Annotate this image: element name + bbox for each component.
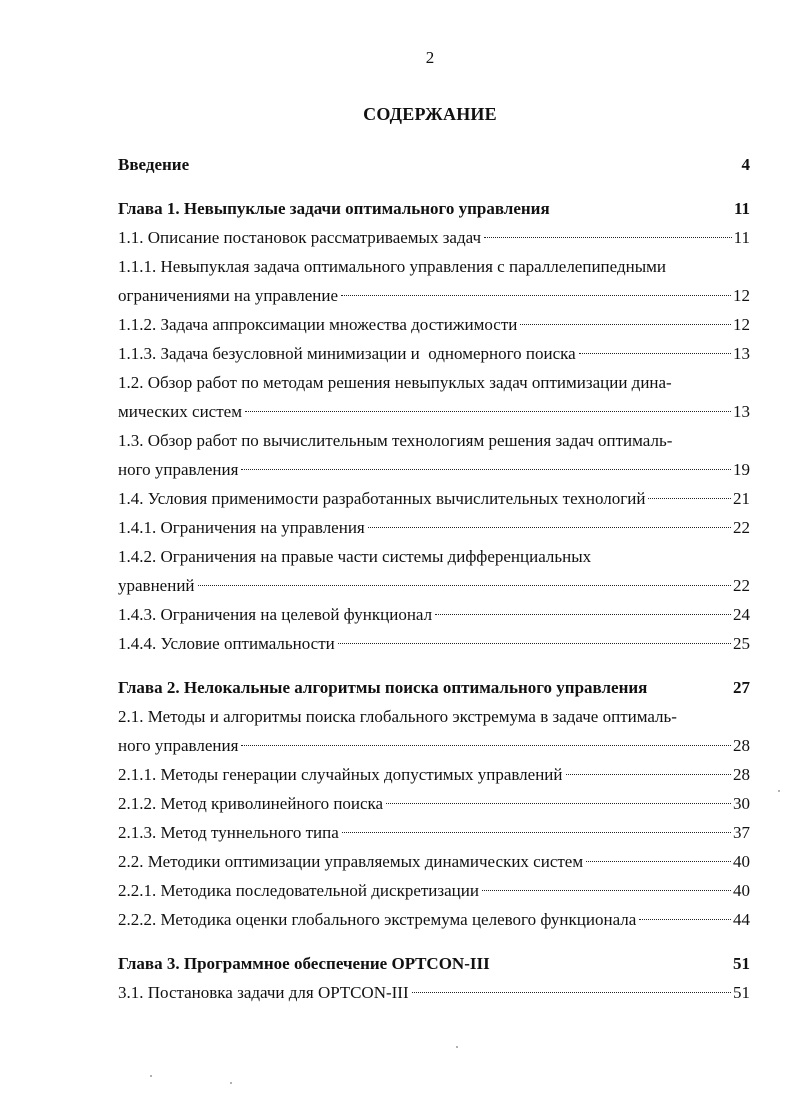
toc-entry-page: 40 [733, 881, 750, 900]
toc-entry [118, 847, 750, 876]
scan-speck [456, 1046, 458, 1048]
dot-leader [338, 643, 731, 644]
dot-leader [386, 803, 731, 804]
toc-entry-page: 21 [733, 489, 750, 508]
toc-entry [118, 339, 750, 368]
toc-entry-page: 37 [733, 823, 750, 842]
toc-entry [118, 789, 750, 818]
toc-entry-title: 1.4.4. Условие оптимальности [118, 634, 335, 653]
toc-entry-title: 2.2.2. Методика оценки глобального экстремума целевого функционала [118, 910, 637, 929]
toc-entry-title-line1: 2.1. Методы и алгоритмы поиска глобального экстремума в задаче оптималь- [118, 707, 677, 726]
toc-chapter-page: 11 [733, 199, 750, 218]
page-title: СОДЕРЖАНИЕ [363, 104, 497, 124]
toc-entry-title-line2: ограничениями на управление [118, 286, 339, 305]
scan-speck [230, 1082, 232, 1084]
toc-entry-title: 1.4.1. Ограничения на управления [118, 518, 365, 537]
toc-entry-title-line1: 1.3. Обзор работ по вычислительным технологиям решения задач оптималь- [118, 431, 673, 450]
toc-entry [118, 629, 750, 658]
toc-entry [118, 760, 750, 789]
toc-entry [118, 223, 750, 252]
toc-entry-page: 13 [733, 402, 750, 421]
toc-entry-title: 2.1.2. Метод криволинейного поиска [118, 794, 384, 813]
toc-entry-title-line1: 1.1.1. Невыпуклая задача оптимального управления с параллелепипедными [118, 257, 666, 276]
toc-entry-title: 2.2. Методики оптимизации управляемых динамических систем [118, 852, 584, 871]
table-of-contents [118, 150, 750, 1007]
toc-chapter-title: Глава 3. Программное обеспечение OPTCON-III [118, 954, 490, 973]
toc-entry-page: 40 [733, 852, 750, 871]
toc-entry-title: 2.2.1. Методика последовательной дискретизации [118, 881, 479, 900]
dot-leader [198, 585, 731, 586]
toc-entry [118, 818, 750, 847]
toc-entry-page: 24 [733, 605, 750, 624]
toc-entry-title: 1.1.2. Задача аппроксимации множества достижимости [118, 315, 518, 334]
dot-leader [341, 295, 731, 296]
toc-chapter-page: 4 [741, 155, 750, 174]
toc-entry-page: 11 [733, 228, 750, 247]
toc-entry-page: 51 [733, 983, 750, 1002]
dot-leader [586, 861, 731, 862]
toc-entry-page: 22 [733, 518, 750, 537]
toc-entry [118, 513, 750, 542]
toc-entry [118, 368, 750, 426]
toc-entry [118, 542, 750, 600]
toc-entry [118, 600, 750, 629]
dot-leader [482, 890, 731, 891]
toc-chapter [118, 194, 750, 223]
dot-leader [241, 745, 731, 746]
toc-entry-page: 28 [733, 765, 750, 784]
toc-entry-title: 3.1. Постановка задачи для OPTCON-III [118, 983, 409, 1002]
dot-leader [241, 469, 731, 470]
toc-entry-page: 19 [733, 460, 750, 479]
toc-entry [118, 426, 750, 484]
toc-entry-title-line1: 1.4.2. Ограничения на правые части системы дифференциальных [118, 547, 592, 566]
scan-speck [150, 1075, 152, 1077]
toc-entry-title-line1: 1.2. Обзор работ по методам решения невыпуклых задач оптимизации дина- [118, 373, 672, 392]
toc-entry [118, 905, 750, 934]
toc-entry-title: 2.1.1. Методы генерации случайных допустимых управлений [118, 765, 563, 784]
toc-entry [118, 978, 750, 1007]
toc-chapter [118, 150, 750, 179]
toc-chapter-title: Глава 1. Невыпуклые задачи оптимального управления [118, 199, 550, 218]
toc-entry-page: 13 [733, 344, 750, 363]
dot-leader [435, 614, 731, 615]
dot-leader [342, 832, 731, 833]
dot-leader [368, 527, 731, 528]
toc-entry [118, 484, 750, 513]
toc-chapter-title: Глава 2. Нелокальные алгоритмы поиска оптимального управления [118, 678, 648, 697]
dot-leader [566, 774, 731, 775]
toc-entry-page: 30 [733, 794, 750, 813]
toc-entry-page: 12 [733, 315, 750, 334]
toc-entry [118, 702, 750, 760]
toc-chapter [118, 949, 750, 978]
toc-entry-page: 25 [733, 634, 750, 653]
toc-entry-title: 1.1.3. Задача безусловной минимизации и одномерного поиска [118, 344, 576, 363]
toc-entry-page: 44 [733, 910, 750, 929]
dot-leader [639, 919, 731, 920]
toc-entry-title-line2: ного управления [118, 460, 239, 479]
toc-chapter [118, 673, 750, 702]
toc-entry-title: 2.1.3. Метод туннельного типа [118, 823, 339, 842]
toc-chapter-page: 27 [733, 678, 750, 697]
toc-entry [118, 252, 750, 310]
toc-chapter-title: Введение [118, 155, 190, 174]
toc-entry-page: 22 [733, 576, 750, 595]
toc-entry-page: 28 [733, 736, 750, 755]
dot-leader [245, 411, 731, 412]
toc-entry-title: 1.4. Условия применимости разработанных вычислительных технологий [118, 489, 646, 508]
toc-entry [118, 876, 750, 905]
toc-entry-page: 12 [733, 286, 750, 305]
dot-leader [484, 237, 732, 238]
toc-entry-title-line2: ного управления [118, 736, 239, 755]
dot-leader [579, 353, 731, 354]
toc-entry [118, 310, 750, 339]
toc-chapter-page: 51 [733, 954, 750, 973]
dot-leader [648, 498, 731, 499]
toc-entry-title-line2: мических систем [118, 402, 242, 421]
toc-entry-title: 1.1. Описание постановок рассматриваемых задач [118, 228, 482, 247]
toc-entry-title: 1.4.3. Ограничения на целевой функционал [118, 605, 433, 624]
scan-speck [778, 790, 780, 792]
dot-leader [520, 324, 731, 325]
page-number: 2 [425, 48, 435, 67]
dot-leader [412, 992, 731, 993]
toc-entry-title-line2: уравнений [118, 576, 195, 595]
